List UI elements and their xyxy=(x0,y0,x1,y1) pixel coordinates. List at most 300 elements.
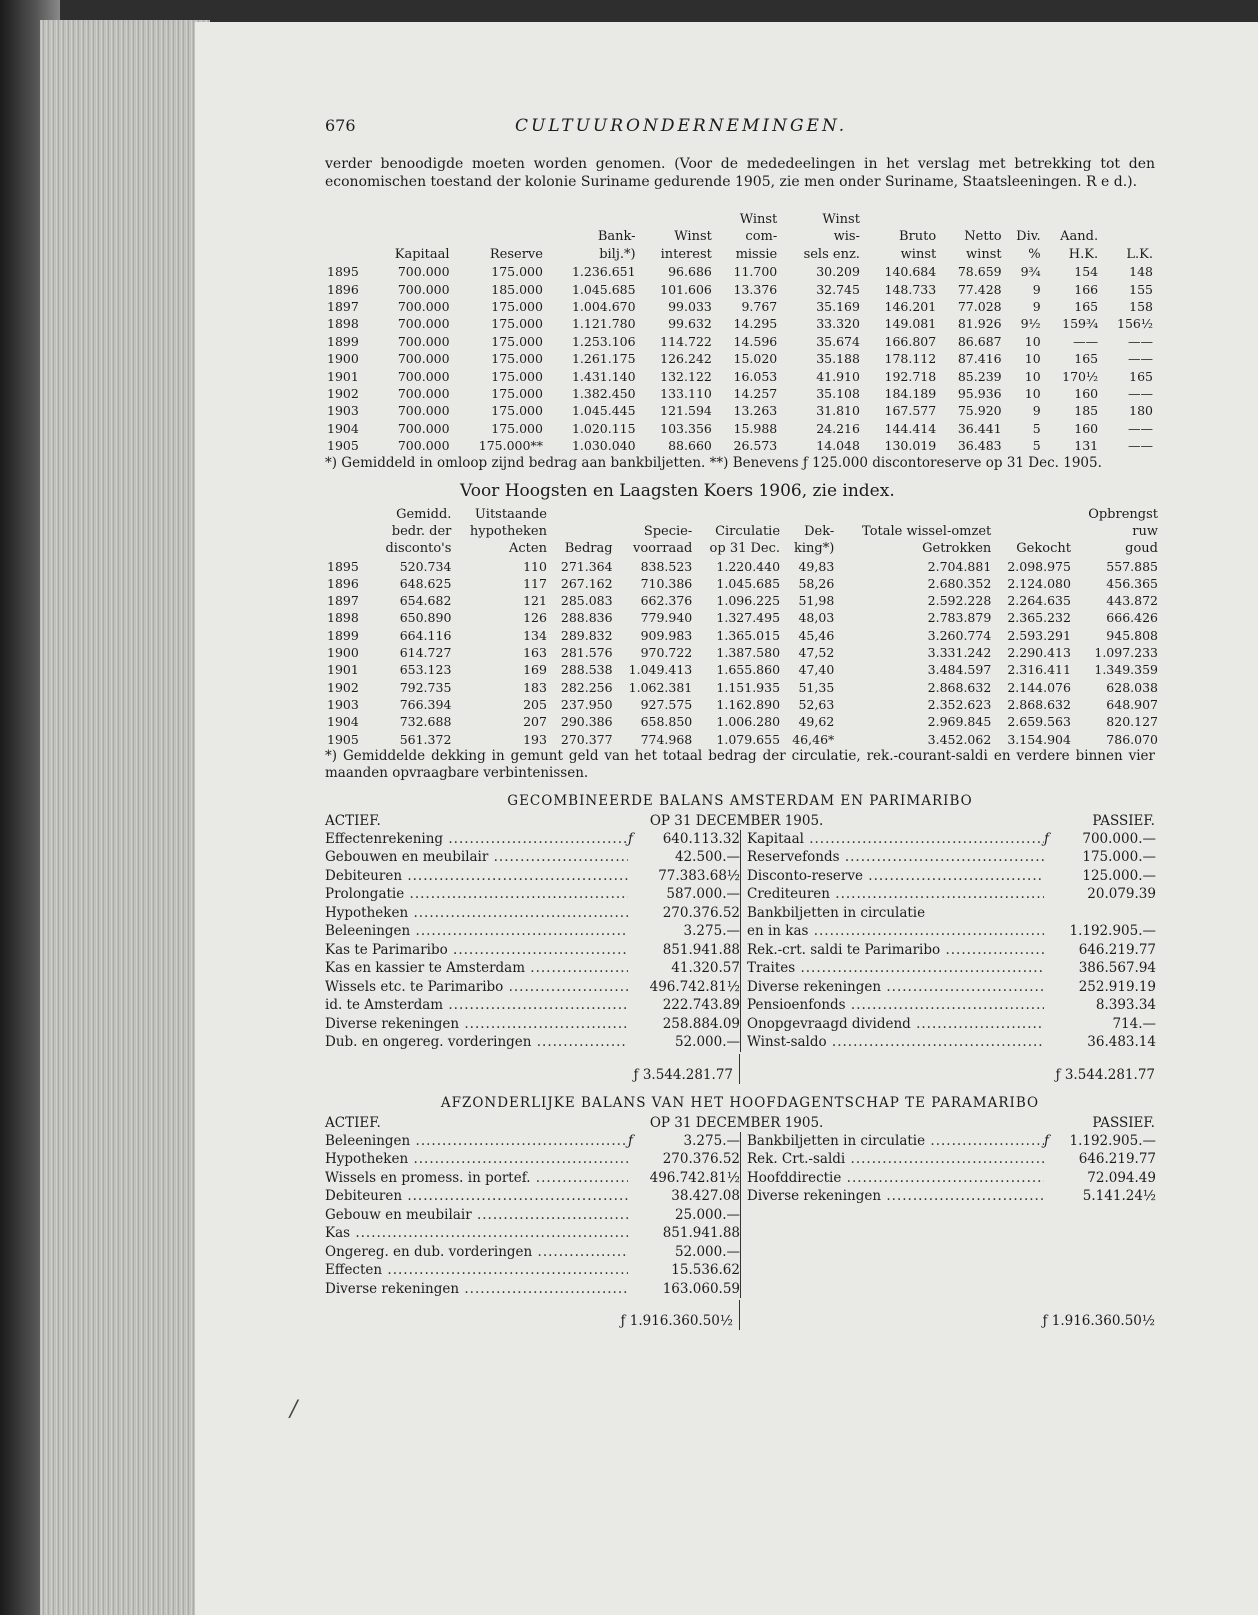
value-cell: 662.376 xyxy=(640,593,693,609)
year-cell: 1900 xyxy=(327,645,359,661)
value-cell: 700.000 xyxy=(397,368,450,384)
value-cell: 114.722 xyxy=(660,333,712,349)
value-cell: 96.686 xyxy=(668,264,712,280)
balance-amount: 587.000.— xyxy=(666,886,740,903)
value-cell: 443.872 xyxy=(1106,593,1158,609)
balance-label: Kapitaal ..... xyxy=(747,830,1044,849)
value-cell: 3.452.062 xyxy=(927,731,992,747)
value-cell: 9½ xyxy=(1020,316,1041,332)
balance-amount: 3.275.— xyxy=(683,923,740,940)
year-cell: 1896 xyxy=(327,281,359,297)
year-cell: 1905 xyxy=(327,731,359,747)
table-row xyxy=(325,333,1155,350)
balance1 xyxy=(325,830,1155,1052)
balance1-actief xyxy=(325,830,741,1052)
balance-label: Wissels etc. te Parimaribo ..... xyxy=(325,978,628,997)
results-table-header xyxy=(325,211,1155,263)
value-cell: 700.000 xyxy=(397,299,450,315)
value-cell: 78.659 xyxy=(957,264,1002,280)
balance-label: Effectenrekening ..... xyxy=(325,830,628,849)
table-row xyxy=(325,731,1160,748)
value-cell: 140.684 xyxy=(884,264,937,280)
balance-label: Onopgevraagd dividend ..... xyxy=(747,1015,1044,1034)
balance-row xyxy=(325,1187,740,1206)
value-cell: —— xyxy=(1128,386,1153,402)
year-cell: 1903 xyxy=(327,403,359,419)
column-header: Reserve xyxy=(489,246,543,262)
value-cell: 14.596 xyxy=(733,333,778,349)
book-page xyxy=(195,22,1258,1615)
balance-amount: 1.192.905.— xyxy=(1069,1132,1156,1149)
value-cell: 1.121.780 xyxy=(571,316,636,332)
value-cell: 134 xyxy=(523,627,547,643)
column-header: Bedrag xyxy=(564,541,613,557)
balance-label: Prolongatie ..... xyxy=(325,885,628,904)
value-cell: 1.382.450 xyxy=(571,386,636,402)
column-header: Gekocht xyxy=(1016,541,1071,557)
balance-amount: 52.000.— xyxy=(674,1034,740,1051)
page-content xyxy=(325,116,1158,1330)
value-cell: 774.968 xyxy=(640,731,693,747)
balance-row xyxy=(747,1132,1156,1151)
balance-row xyxy=(325,959,740,978)
value-cell: 700.000 xyxy=(397,333,450,349)
value-cell: 654.682 xyxy=(399,593,452,609)
balance-amount: 252.919.19 xyxy=(1078,978,1156,995)
value-cell: 36.483 xyxy=(957,438,1002,454)
balance-label: Diverse rekeningen ..... xyxy=(325,1015,628,1034)
value-cell: 35.108 xyxy=(816,386,860,402)
value-cell: 14.295 xyxy=(733,316,778,332)
balance-amount: 386.567.94 xyxy=(1078,960,1156,977)
value-cell: 700.000 xyxy=(397,420,450,436)
table-row xyxy=(325,263,1155,280)
balance-label: Kas ..... xyxy=(325,1224,628,1243)
balance-label: Dub. en ongereg. vorderingen ..... xyxy=(325,1033,628,1052)
value-cell: 2.592.228 xyxy=(927,593,992,609)
value-cell: 700.000 xyxy=(397,386,450,402)
table-row xyxy=(325,575,1160,592)
value-cell: 160 xyxy=(1074,386,1099,402)
table-row xyxy=(325,420,1155,437)
value-cell: 144.414 xyxy=(884,420,937,436)
value-cell: 32.745 xyxy=(816,281,860,297)
year-cell: 1901 xyxy=(327,662,359,678)
column-header: Aand. H.K. xyxy=(1060,229,1099,262)
column-header: Netto winst xyxy=(964,229,1002,262)
value-cell: 87.416 xyxy=(957,351,1002,367)
value-cell: 185.000 xyxy=(491,281,543,297)
value-cell: 2.704.881 xyxy=(927,558,992,574)
balance-amount: 1.192.905.— xyxy=(1069,923,1156,940)
balance-label: id. te Amsterdam ..... xyxy=(325,996,628,1015)
balance-label: Disconto-reserve ..... xyxy=(747,867,1044,886)
value-cell: 1.327.495 xyxy=(716,610,781,626)
balance-row xyxy=(747,941,1156,960)
value-cell: 1.655.860 xyxy=(716,662,781,678)
value-cell: 3.331.242 xyxy=(927,645,992,661)
value-cell: 2.969.845 xyxy=(927,714,992,730)
table-row xyxy=(325,385,1155,402)
balance2 xyxy=(325,1132,1155,1299)
balance-label: Diverse rekeningen ..... xyxy=(747,978,1044,997)
value-cell: 207 xyxy=(523,714,547,730)
value-cell: 664.116 xyxy=(399,627,452,643)
balance-row xyxy=(747,1015,1156,1034)
year-cell: 1900 xyxy=(327,351,359,367)
value-cell: 1.253.106 xyxy=(571,333,636,349)
value-cell: 155 xyxy=(1129,281,1153,297)
value-cell: 2.124.080 xyxy=(1007,575,1071,591)
balance-row xyxy=(325,1206,740,1225)
balance-label: Diverse rekeningen ..... xyxy=(747,1187,1044,1206)
balance-row xyxy=(325,1033,740,1052)
balance-amount: 5.141.24½ xyxy=(1082,1188,1156,1205)
value-cell: 2.352.623 xyxy=(927,696,992,712)
value-cell: 130.019 xyxy=(884,438,937,454)
value-cell: 205 xyxy=(523,696,547,712)
column-header xyxy=(325,506,371,558)
balance-amount: 640.113.32 xyxy=(662,830,740,847)
statistics-table xyxy=(325,506,1160,748)
year-cell: 1897 xyxy=(327,299,359,315)
statistics-table-header xyxy=(325,506,1160,558)
results-table xyxy=(325,211,1155,455)
value-cell: 24.216 xyxy=(816,420,860,436)
value-cell: 165 xyxy=(1074,299,1099,315)
balance-amount: 42.500.— xyxy=(674,849,740,866)
balance-amount: 163.060.59 xyxy=(662,1280,740,1297)
column-header: Bruto winst xyxy=(899,229,937,262)
value-cell: 282.256 xyxy=(560,679,613,695)
balance-label: Traites ..... xyxy=(747,959,1044,978)
value-cell: 180 xyxy=(1129,403,1153,419)
balance2-subhead xyxy=(325,1114,1155,1132)
value-cell: 75.920 xyxy=(957,403,1002,419)
value-cell: 13.376 xyxy=(733,281,778,297)
value-cell: 1.151.935 xyxy=(716,679,781,695)
value-cell: 48,03 xyxy=(798,610,835,626)
column-header xyxy=(325,211,371,263)
value-cell: 658.850 xyxy=(640,714,693,730)
value-cell: 117 xyxy=(523,575,547,591)
value-cell: 165 xyxy=(1074,351,1099,367)
value-cell: 51,35 xyxy=(798,679,835,695)
value-cell: 193 xyxy=(523,731,547,747)
balance-row xyxy=(747,1150,1156,1169)
balance-amount: 222.743.89 xyxy=(662,997,740,1014)
table-row xyxy=(325,679,1160,696)
year-cell: 1897 xyxy=(327,593,359,609)
value-cell: 175.000 xyxy=(491,316,543,332)
balance-row xyxy=(747,1033,1156,1052)
column-header: L.K. xyxy=(1126,246,1153,262)
value-cell: 1.030.040 xyxy=(571,438,636,454)
value-cell: 81.926 xyxy=(957,316,1002,332)
balance-amount: 851.941.88 xyxy=(662,1225,740,1242)
value-cell: —— xyxy=(1128,438,1153,454)
year-cell: 1903 xyxy=(327,696,359,712)
value-cell: 2.264.635 xyxy=(1007,593,1071,609)
balance-label: Pensioenfonds ..... xyxy=(747,996,1044,1015)
balance2-title: AFZONDERLIJKE BALANS VAN HET HOOFDAGENTSCHAP TE PARAMARIBO xyxy=(440,1094,1040,1111)
value-cell: 909.983 xyxy=(640,627,693,643)
value-cell: 1.045.445 xyxy=(571,403,636,419)
balance-amount: 496.742.81½ xyxy=(649,978,740,995)
value-cell: 126.242 xyxy=(660,351,712,367)
balance-amount: 36.483.14 xyxy=(1087,1034,1156,1051)
value-cell: 648.625 xyxy=(399,575,452,591)
value-cell: 5 xyxy=(1032,420,1041,436)
value-cell: 132.122 xyxy=(660,368,712,384)
value-cell: 9 xyxy=(1032,281,1041,297)
value-cell: 970.722 xyxy=(640,645,693,661)
value-cell: 2.316.411 xyxy=(1007,662,1071,678)
value-cell: 148.733 xyxy=(884,281,937,297)
value-cell: 2.098.975 xyxy=(1007,558,1071,574)
value-cell: 175.000 xyxy=(491,420,543,436)
balance-row xyxy=(747,959,1156,978)
value-cell: 653.123 xyxy=(399,662,452,678)
value-cell: 11.700 xyxy=(733,264,778,280)
balance-row xyxy=(747,848,1156,867)
balance-row xyxy=(747,830,1156,849)
column-header: Dek- king*) xyxy=(793,523,835,557)
column-header: Circulatie op 31 Dec. xyxy=(709,523,781,557)
value-cell: 732.688 xyxy=(399,714,452,730)
value-cell: 648.907 xyxy=(1106,696,1158,712)
balance1-total-passief: ƒ 3.544.281.77 xyxy=(1055,1066,1155,1083)
balance-row xyxy=(747,996,1156,1015)
running-title: CULTUURONDERNEMINGEN. xyxy=(515,116,848,136)
value-cell: 131 xyxy=(1074,438,1099,454)
balance-amount: 175.000.— xyxy=(1082,849,1156,866)
value-cell: 156½ xyxy=(1117,316,1153,332)
value-cell: 1.004.670 xyxy=(571,299,636,315)
value-cell: 2.290.413 xyxy=(1007,645,1071,661)
balance-row xyxy=(747,922,1156,941)
balance-row xyxy=(325,922,740,941)
value-cell: 1.062.381 xyxy=(628,679,693,695)
value-cell: 159¾ xyxy=(1062,316,1099,332)
florin-sign: ƒ xyxy=(1044,1132,1049,1149)
value-cell: 51,98 xyxy=(798,593,835,609)
value-cell: 15.020 xyxy=(733,351,778,367)
balance-row xyxy=(747,904,1156,923)
column-header: Winst com- missie xyxy=(735,212,778,262)
page-number: 676 xyxy=(325,116,356,135)
value-cell: 1.079.655 xyxy=(716,731,781,747)
balance-row xyxy=(325,1280,740,1299)
value-cell: 1.261.175 xyxy=(571,351,636,367)
balance-amount: 52.000.— xyxy=(674,1243,740,1260)
balance2-date-head: OP 31 DECEMBER 1905. xyxy=(649,1114,824,1131)
balance1-total-actief: ƒ 3.544.281.77 xyxy=(325,1054,740,1084)
value-cell: 15.988 xyxy=(733,420,778,436)
value-cell: 185 xyxy=(1074,403,1099,419)
balance-row xyxy=(325,1261,740,1280)
value-cell: 49,83 xyxy=(798,558,835,574)
statistics-table-body xyxy=(325,558,1160,748)
balance-amount: 646.219.77 xyxy=(1078,941,1156,958)
value-cell: 456.365 xyxy=(1106,575,1158,591)
value-cell: 561.372 xyxy=(399,731,452,747)
balance-label: Crediteuren ..... xyxy=(747,885,1044,904)
balance-amount: 72.094.49 xyxy=(1087,1169,1156,1186)
column-header: Winst interest xyxy=(660,229,712,262)
value-cell: 281.576 xyxy=(560,645,613,661)
year-cell: 1895 xyxy=(327,558,359,574)
balance-amount: 20.079.39 xyxy=(1087,886,1156,903)
balance1-passief-head: PASSIEF. xyxy=(1092,812,1155,829)
balance-amount: 77.383.68½ xyxy=(658,867,740,884)
value-cell: 1.006.280 xyxy=(716,714,781,730)
year-cell: 1898 xyxy=(327,316,359,332)
value-cell: 13.263 xyxy=(733,403,778,419)
value-cell: 26.573 xyxy=(733,438,778,454)
value-cell: 126 xyxy=(523,610,547,626)
column-header: Specie- voorraad xyxy=(633,523,693,557)
table-row xyxy=(325,661,1160,678)
value-cell: 267.162 xyxy=(560,575,613,591)
table-row xyxy=(325,609,1160,626)
balance2-passief xyxy=(741,1132,1156,1299)
value-cell: 1.045.685 xyxy=(571,281,636,297)
balance-row xyxy=(325,904,740,923)
value-cell: 14.257 xyxy=(733,386,778,402)
balance-label: Kas en kassier te Amsterdam ..... xyxy=(325,959,628,978)
value-cell: 1.045.685 xyxy=(716,575,781,591)
year-cell: 1905 xyxy=(327,438,359,454)
year-cell: 1901 xyxy=(327,368,359,384)
balance-row xyxy=(325,996,740,1015)
value-cell: 45,46 xyxy=(798,627,835,643)
value-cell: 2.868.632 xyxy=(927,679,992,695)
value-cell: 3.154.904 xyxy=(1007,731,1071,747)
value-cell: 1.387.580 xyxy=(716,645,781,661)
balance1-passief xyxy=(741,830,1156,1052)
balance-amount: 714.— xyxy=(1112,1015,1156,1032)
value-cell: 149.081 xyxy=(884,316,937,332)
value-cell: 175.000 xyxy=(491,403,543,419)
balance-row xyxy=(325,1150,740,1169)
value-cell: 1.097.233 xyxy=(1094,645,1158,661)
balance-row xyxy=(325,1224,740,1243)
value-cell: 133.110 xyxy=(660,386,712,402)
balance-amount: 41.320.57 xyxy=(671,960,740,977)
value-cell: 9¾ xyxy=(1020,264,1041,280)
balance-row xyxy=(325,867,740,886)
table-row xyxy=(325,644,1160,661)
value-cell: 2.593.291 xyxy=(1007,627,1071,643)
table-row xyxy=(325,315,1155,332)
balance-amount: 8.393.34 xyxy=(1095,997,1156,1014)
value-cell: 14.048 xyxy=(816,438,860,454)
year-cell: 1902 xyxy=(327,679,359,695)
value-cell: 178.112 xyxy=(884,351,937,367)
value-cell: —— xyxy=(1128,351,1153,367)
value-cell: 175.000** xyxy=(478,438,543,454)
balance-row xyxy=(325,848,740,867)
balance-amount: 258.884.09 xyxy=(662,1015,740,1032)
balance-amount: 38.427.08 xyxy=(671,1188,740,1205)
year-cell: 1902 xyxy=(327,386,359,402)
balance-amount: 496.742.81½ xyxy=(649,1169,740,1186)
value-cell: 2.868.632 xyxy=(1007,696,1071,712)
value-cell: 175.000 xyxy=(491,386,543,402)
balance-row xyxy=(325,941,740,960)
value-cell: 46,46* xyxy=(792,731,835,747)
balance-label: Debiteuren ..... xyxy=(325,1187,628,1206)
value-cell: 169 xyxy=(523,662,547,678)
value-cell: 1.349.359 xyxy=(1094,662,1158,678)
table-row xyxy=(325,437,1155,454)
value-cell: 838.523 xyxy=(640,558,693,574)
page-edges xyxy=(40,20,210,1615)
balance-row xyxy=(325,978,740,997)
value-cell: 1.220.440 xyxy=(716,558,781,574)
value-cell: 175.000 xyxy=(491,333,543,349)
value-cell: 175.000 xyxy=(491,351,543,367)
balance-label: Rek. Crt.-saldi ..... xyxy=(747,1150,1044,1169)
page-header xyxy=(325,117,1155,135)
value-cell: 47,52 xyxy=(798,645,835,661)
value-cell: 192.718 xyxy=(884,368,937,384)
results-table-body xyxy=(325,263,1155,454)
balance2-actief xyxy=(325,1132,741,1299)
year-cell: 1904 xyxy=(327,714,359,730)
value-cell: 289.832 xyxy=(560,627,613,643)
value-cell: 77.028 xyxy=(957,299,1002,315)
balance-label: Beleeningen ..... xyxy=(325,922,628,941)
value-cell: 154 xyxy=(1074,264,1099,280)
value-cell: 35.169 xyxy=(816,299,860,315)
value-cell: 1.365.015 xyxy=(716,627,781,643)
value-cell: 77.428 xyxy=(957,281,1002,297)
value-cell: 10 xyxy=(1024,351,1041,367)
year-cell: 1898 xyxy=(327,610,359,626)
balance-label: Ongereg. en dub. vorderingen ..... xyxy=(325,1243,628,1262)
table-row xyxy=(325,350,1155,367)
value-cell: 175.000 xyxy=(491,264,543,280)
balance1-subhead xyxy=(325,812,1155,830)
value-cell: 110 xyxy=(523,558,547,574)
value-cell: 2.365.232 xyxy=(1007,610,1071,626)
value-cell: 628.038 xyxy=(1106,679,1158,695)
value-cell: 158 xyxy=(1129,299,1153,315)
florin-sign: ƒ xyxy=(628,1132,633,1149)
value-cell: 1.431.140 xyxy=(571,368,636,384)
value-cell: 35.674 xyxy=(816,333,860,349)
value-cell: —— xyxy=(1128,333,1153,349)
balance-label: Gebouwen en meubilair ..... xyxy=(325,848,628,867)
value-cell: 41.910 xyxy=(816,368,860,384)
balance-row xyxy=(325,1169,740,1188)
value-cell: 1.049.413 xyxy=(628,662,693,678)
balance-row xyxy=(325,1132,740,1151)
value-cell: —— xyxy=(1073,333,1099,349)
balance-label: Effecten ..... xyxy=(325,1261,628,1280)
florin-sign: ƒ xyxy=(628,830,633,847)
value-cell: 99.033 xyxy=(668,299,712,315)
value-cell: 165 xyxy=(1129,368,1153,384)
balance-amount: 125.000.— xyxy=(1082,867,1156,884)
value-cell: 58,26 xyxy=(798,575,835,591)
value-cell: 700.000 xyxy=(397,351,450,367)
balance-row xyxy=(747,885,1156,904)
balance-label: Kas te Parimaribo ..... xyxy=(325,941,628,960)
value-cell: 175.000 xyxy=(491,368,543,384)
